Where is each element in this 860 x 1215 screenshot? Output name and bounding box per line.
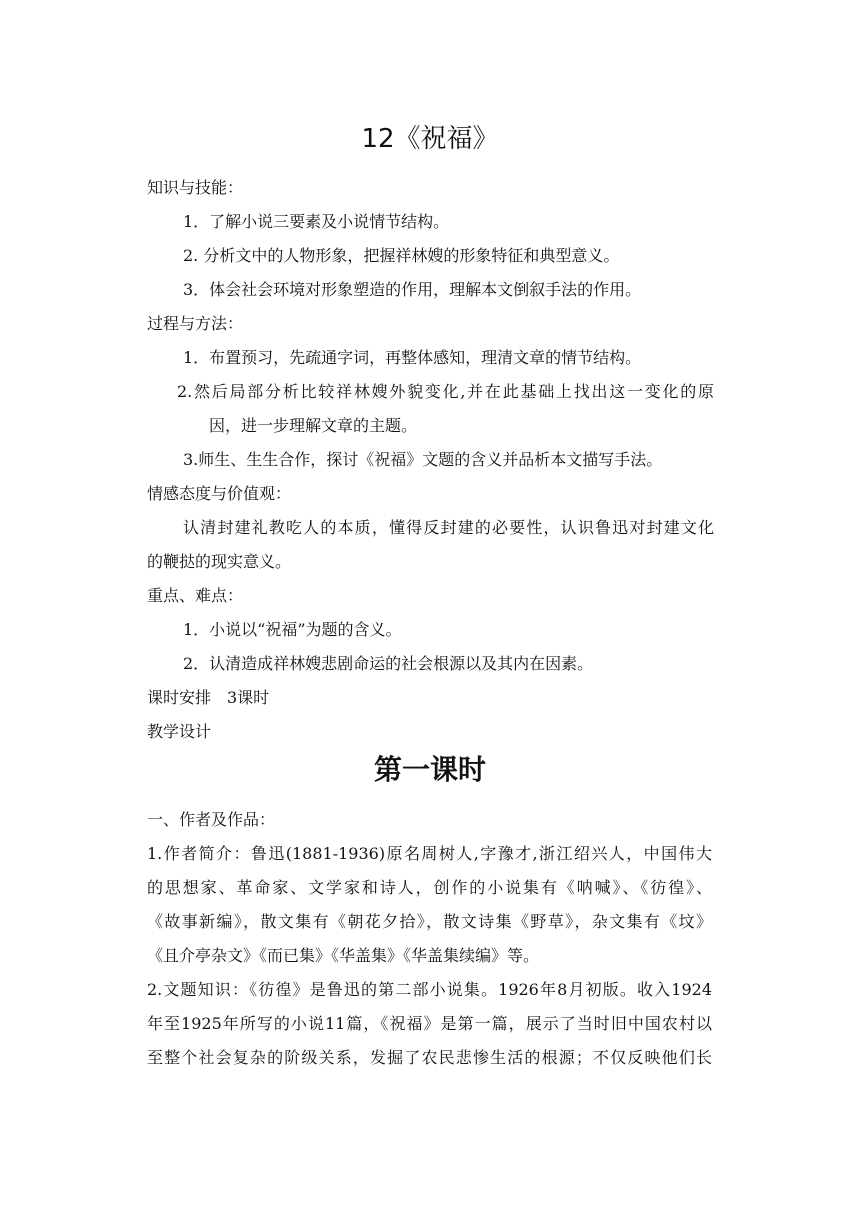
author-line: 《故事新编》，散文集有《朝花夕拾》，散文诗集《野草》，杂文集有《坟》 <box>147 912 712 931</box>
key-point-item: 2．认清造成祥林嫂悲剧命运的社会根源以及其内在因素。 <box>183 654 594 673</box>
process-item: 3.师生、生生合作，探讨《祝福》文题的含义并品析本文描写手法。 <box>183 450 663 469</box>
author-line: 的思想家、革命家、文学家和诗人，创作的小说集有《呐喊》、《彷徨》、 <box>147 878 712 897</box>
knowledge-line: 年至1925年所写的小说11篇，《祝福》是第一篇，展示了当时旧中国农村以 <box>147 1014 712 1033</box>
schedule-line: 课时安排 3课时 <box>147 688 270 707</box>
lesson-title: 第一课时 <box>373 753 486 786</box>
knowledge-item: 2. 分析文中的人物形象，把握祥林嫂的形象特征和典型意义。 <box>183 246 620 265</box>
emotion-heading: 情感态度与价值观： <box>147 484 292 503</box>
section-heading: 一、作者及作品： <box>147 810 276 829</box>
knowledge-heading: 知识与技能： <box>147 178 244 197</box>
author-line: 《且介亭杂文》《而已集》《华盖集》《华盖集续编》等。 <box>147 946 540 965</box>
key-point-item: 1．小说以“祝福”为题的含义。 <box>183 620 402 639</box>
knowledge-line: 至整个社会复杂的阶级关系，发掘了农民悲惨生活的根源；不仅反映他们长 <box>147 1048 712 1067</box>
author-line: 1.作者简介：鲁迅(1881-1936)原名周树人,字豫才,浙江绍兴人，中国伟大 <box>147 844 712 863</box>
knowledge-item: 3．体会社会环境对形象塑造的作用，理解本文倒叙手法的作用。 <box>183 280 642 299</box>
document-title: 12《祝福》 <box>361 124 499 154</box>
design-heading: 教学设计 <box>147 722 212 741</box>
process-item: 2.然后局部分析比较祥林嫂外貌变化,并在此基础上找出这一变化的原 <box>177 382 714 401</box>
emotion-line: 的鞭挞的现实意义。 <box>147 552 292 571</box>
process-item-continued: 因，进一步理解文章的主题。 <box>209 416 418 435</box>
key-points-heading: 重点、难点： <box>147 586 244 605</box>
emotion-line: 认清封建礼教吃人的本质，懂得反封建的必要性，认识鲁迅对封建文化 <box>183 518 714 537</box>
process-heading: 过程与方法： <box>147 314 244 333</box>
process-item: 1．布置预习，先疏通字词，再整体感知，理清文章的情节结构。 <box>183 348 642 367</box>
knowledge-line: 2.文题知识：《彷徨》是鲁迅的第二部小说集。1926年8月初版。收入1924 <box>147 980 712 999</box>
knowledge-item: 1．了解小说三要素及小说情节结构。 <box>183 212 450 231</box>
